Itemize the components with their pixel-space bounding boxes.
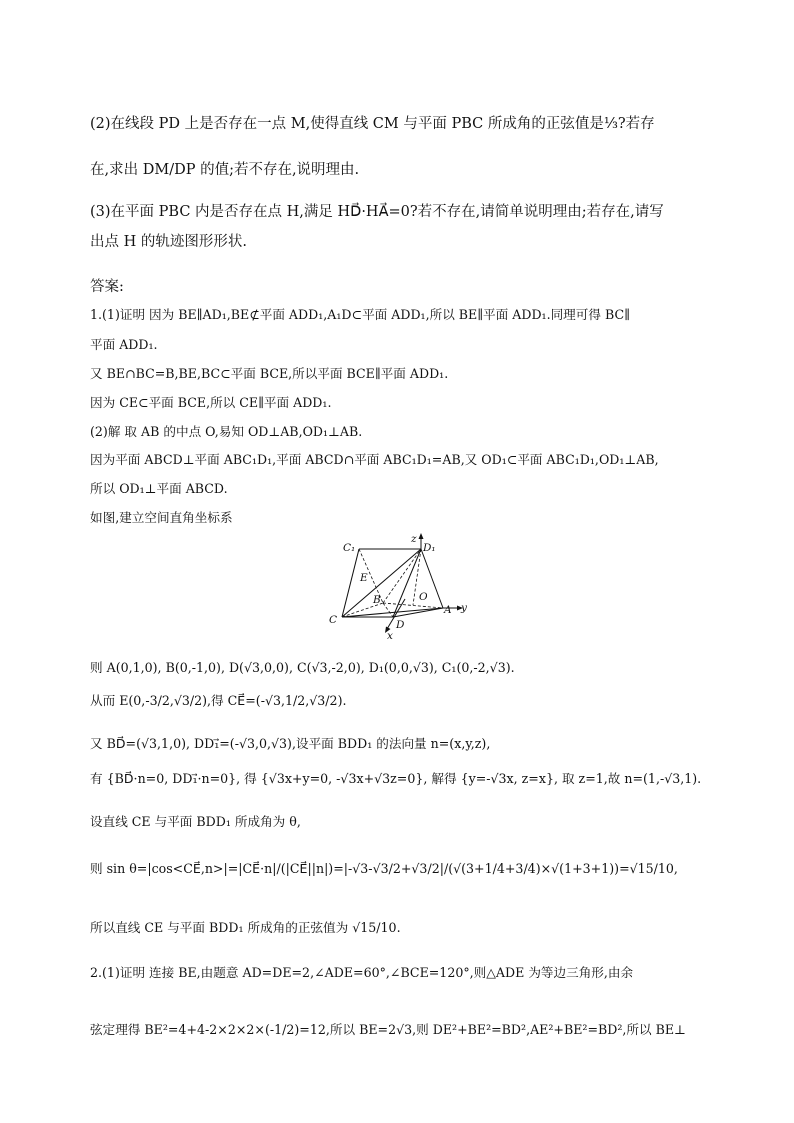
answer-line-13: 设直线 CE 与平面 BDD₁ 所成角为 θ, (90, 814, 301, 829)
label-d: D (396, 619, 405, 631)
answer-line-6: 因为平面 ABCD⊥平面 ABC₁D₁,平面 ABCD∩平面 ABC₁D₁=AB,又 OD₁⊂平面 ABC₁D₁,OD₁⊥AB, (90, 452, 659, 467)
answer-line-17: 弦定理得 BE²=4+4-2×2×2×(-1/2)=12,所以 BE=2√3,则 DE²+BE²=BD²,AE²+BE²=BD²,所以 BE⊥ (90, 1022, 686, 1037)
answer-line-5: (2)解 取 AB 的中点 O,易知 OD⊥AB,OD₁⊥AB. (90, 424, 363, 439)
answer-line-1: 1.(1)证明 因为 BE∥AD₁,BE⊄平面 ADD₁,A₁D⊂平面 ADD₁,所以 BE∥平面 ADD₁.同理可得 BC∥ (90, 307, 630, 322)
label-z: z (411, 533, 417, 545)
question-3-cont (90, 230, 247, 251)
answer-line-8: 如图,建立空间直角坐标系 (90, 510, 233, 525)
answer-heading: 答案: (90, 279, 124, 295)
answer-line-7: 所以 OD₁⊥平面 ABCD. (90, 481, 228, 496)
edge-c-c1 (342, 549, 359, 617)
edge-d1-c (342, 549, 421, 617)
answer-line-15: 所以直线 CE 与平面 BDD₁ 所成角的正弦值为 √15/10. (90, 920, 401, 935)
answer-line-10: 从而 E(0,-3/2,√3/2),得 CE⃗=(-√3,1/2,√3/2). (90, 693, 347, 708)
answer-line-11: 又 BD⃗=(√3,1,0), DD₁⃗=(-√3,0,√3),设平面 BDD₁ 的法向量 n=(x,y,z), (90, 736, 491, 751)
answer-line-9: 则 A(0,1,0), B(0,-1,0), D(√3,0,0), C(√3,-2,0), D₁(0,0,√3), C₁(0,-2,√3). (90, 660, 515, 675)
question-2-cont (90, 158, 359, 179)
answer-line-16: 2.(1)证明 连接 BE,由题意 AD=DE=2,∠ADE=60°,∠BCE=120°,则△ADE 为等边三角形,由余 (90, 965, 634, 980)
label-a: A (444, 604, 452, 616)
answer-line-12: 有 {BD⃗·n=0, DD₁⃗·n=0}, 得 {√3x+y=0, -√3x+√3z=0}, 解得 {y=-√3x, z=x}, 取 z=1,故 n=(1,-√3,1). (90, 771, 702, 786)
answer-line-3: 又 BE∩BC=B,BE,BC⊂平面 BCE,所以平面 BCE∥平面 ADD₁. (90, 366, 449, 381)
answer-line-14: 则 sin θ=|cos<CE⃗,n>|=|CE⃗·n|/(|CE⃗||n|)=|-√3-√3/2+√3/2|/(√(3+1/4+3/4)×√(1+3+1))=√15/10, (90, 861, 678, 876)
answer-line-2: 平面 ADD₁. (90, 337, 158, 352)
z-arrow-icon (419, 533, 424, 539)
question-2-cont-text: 在,求出 DM/DP 的值;若不存在,说明理由. (90, 162, 360, 178)
question-3 (90, 200, 664, 221)
edge-b-d-dashed (383, 603, 393, 617)
label-e: E (360, 572, 368, 584)
answer-line-4: 因为 CE⊂平面 BCE,所以 CE∥平面 ADD₁. (90, 395, 332, 410)
edge-d1-d (393, 549, 421, 617)
label-b: B (373, 594, 381, 606)
edge-d-a (393, 608, 443, 617)
label-c: C (329, 614, 338, 626)
label-y: y (461, 602, 467, 614)
label-c1: C₁ (343, 542, 356, 554)
question-3-cont-text: 出点 H 的轨迹图形形状. (90, 234, 247, 250)
geometry-figure (325, 533, 475, 641)
question-2 (90, 112, 655, 133)
question-2-text: (2)在线段 PD 上是否存在一点 M,使得直线 CM 与平面 PBC 所成角的正弦值是⅓?若存 (90, 116, 655, 132)
label-x: x (387, 630, 393, 641)
question-3-text: (3)在平面 PBC 内是否存在点 H,满足 HD⃗·HA⃗=0?若不存在,请简单说明理由;若存在,请写 (90, 204, 664, 220)
label-d1: D₁ (423, 542, 436, 554)
label-o: O (419, 591, 428, 603)
